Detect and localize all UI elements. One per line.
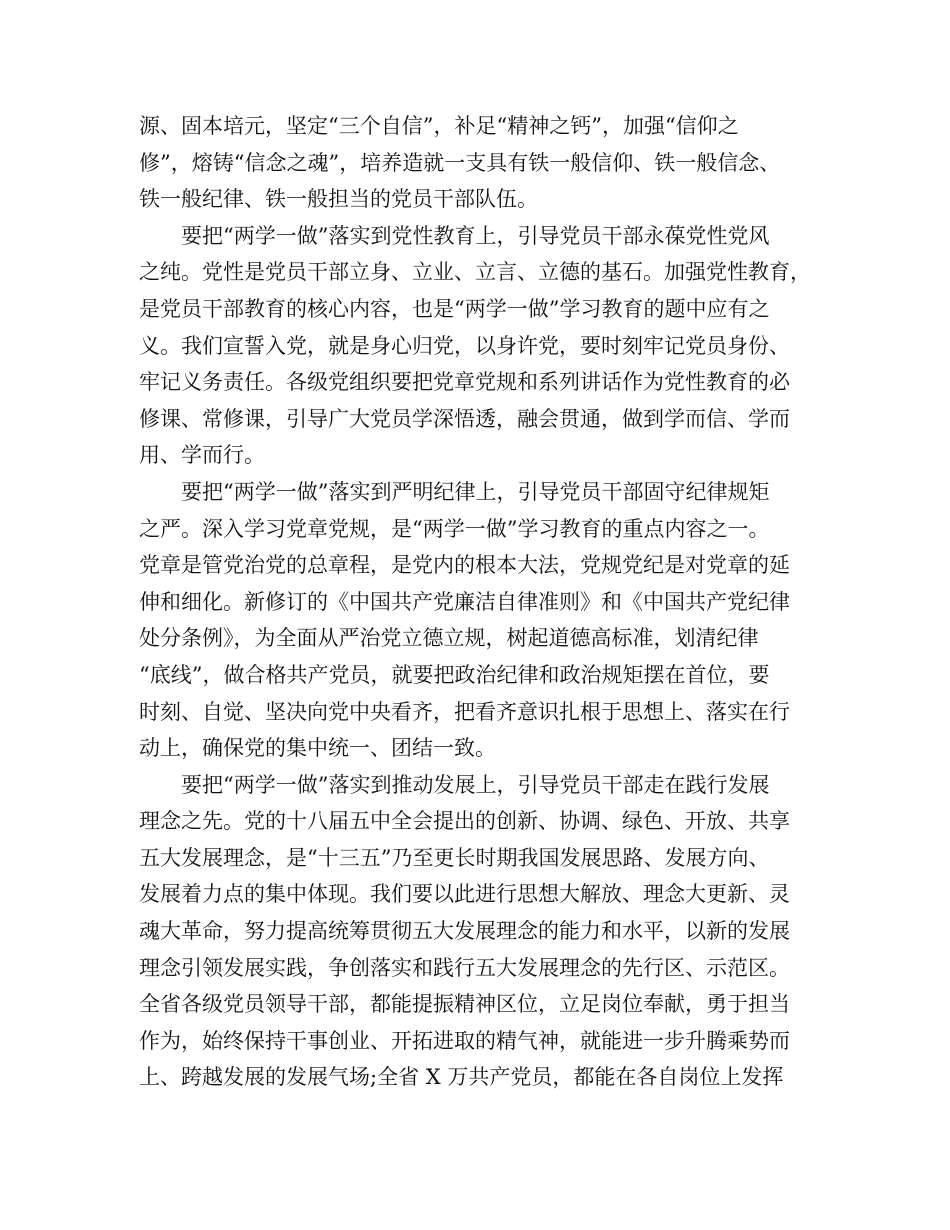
text-line: 修课、常修课，引导广大党员学深悟透，融会贯通，做到学而信、学而 xyxy=(139,406,790,431)
text-line: 伸和细化。新修订的《中国共产党廉洁自律准则》和《中国共产党纪律 xyxy=(139,589,790,614)
document-body xyxy=(139,108,829,1096)
text-line: 是党员干部教育的核心内容，也是“两学一做”学习教育的题中应有之 xyxy=(139,296,770,321)
text-line: 牢记义务责任。各级党组织要把党章党规和系列讲话作为党性教育的必 xyxy=(139,370,790,395)
text-line: 全省各级党员领导干部，都能提振精神区位，立足岗位奉献，勇于担当 xyxy=(139,992,790,1017)
text-line: 理念之先。党的十八届五中全会提出的创新、协调、绿色、开放、共享 xyxy=(139,809,790,834)
text-line: 作为，始终保持干事创业、开拓进取的精气神，就能进一步升腾乘势而 xyxy=(139,1028,790,1053)
paragraph-start-line: 要把“两学一做”落实到严明纪律上，引导党员干部固守纪律规矩 xyxy=(181,479,770,504)
paragraph-start-line: 要把“两学一做”落实到推动发展上，引导党员干部走在践行发展 xyxy=(181,772,770,797)
text-line: 处分条例》，为全面从严治党立德立规，树起道德高标准，划清纪律 xyxy=(139,626,759,651)
paragraph-start-line: 要把“两学一做”落实到党性教育上，引导党员干部永葆党性党风 xyxy=(181,223,770,248)
text-line: 党章是管党治党的总章程，是党内的根本大法，党规党纪是对党章的延 xyxy=(139,553,790,578)
text-line: 五大发展理念，是“十三五”乃至更长时期我国发展思路、发展方向、 xyxy=(139,845,770,870)
text-line: 义。我们宣誓入党，就是身心归党，以身许党，要时刻牢记党员身份、 xyxy=(139,333,790,358)
text-line: 用、学而行。 xyxy=(139,443,265,468)
text-line: 之纯。党性是党员干部立身、立业、立言、立德的基石。加强党性教育， xyxy=(139,260,811,285)
text-line: 动上，确保党的集中统一、团结一致。 xyxy=(139,736,496,761)
text-line: 理念引领发展实践，争创落实和践行五大发展理念的先行区、示范区。 xyxy=(139,955,790,980)
text-line: 之严。深入学习党章党规，是“两学一做”学习教育的重点内容之一。 xyxy=(139,516,770,541)
text-line: 修”，熔铸“信念之魂”，培养造就一支具有铁一般信仰、铁一般信念、 xyxy=(139,150,781,175)
text-line: 源、固本培元，坚定“三个自信”，补足“精神之钙”，加强“信仰之 xyxy=(139,114,739,138)
text-line: 魂大革命，努力提高统筹贯彻五大发展理念的能力和水平，以新的发展 xyxy=(139,919,790,944)
text-line: 铁一般纪律、铁一般担当的党员干部队伍。 xyxy=(139,187,538,212)
text-line: 时刻、自觉、坚决向党中央看齐，把看齐意识扎根于思想上、落实在行 xyxy=(139,699,790,724)
text-line: 上、跨越发展的发展气场;全省 X 万共产党员，都能在各自岗位上发挥 xyxy=(139,1065,784,1090)
text-line: “底线”，做合格共产党员，就要把政治纪律和政治规矩摆在首位，要 xyxy=(139,662,770,687)
text-line: 发展着力点的集中体现。我们要以此进行思想大解放、理念大更新、灵 xyxy=(139,882,790,907)
